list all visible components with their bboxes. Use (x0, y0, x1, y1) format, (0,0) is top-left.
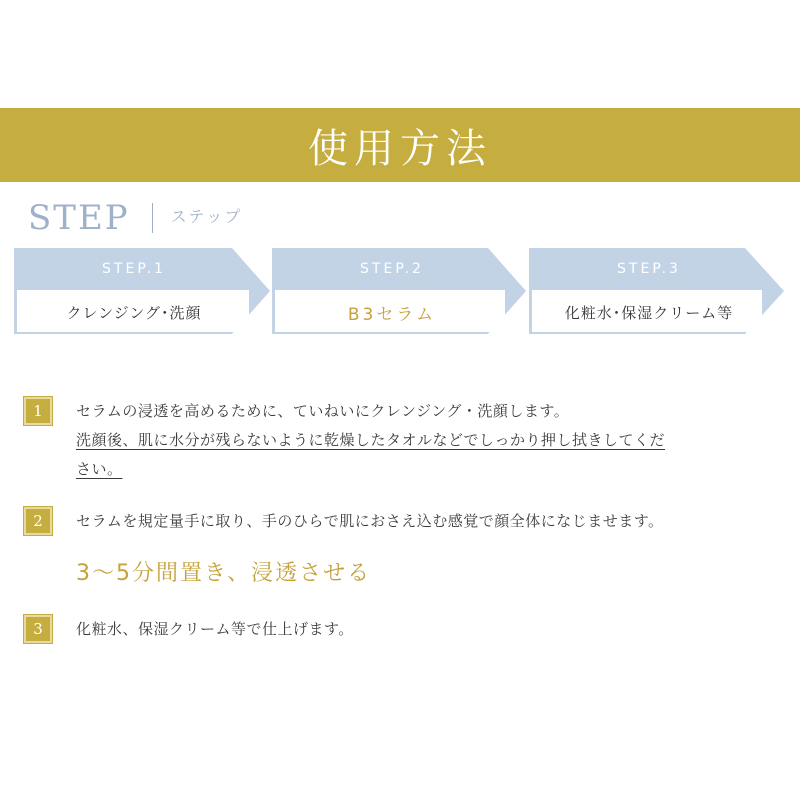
number-badge: 3 (24, 615, 52, 643)
step-2 (272, 248, 512, 334)
instruction-1-body (76, 397, 776, 484)
instruction-3-body (76, 615, 776, 644)
instruction-text: セラムを規定量手に取り、手のひらで肌におさえ込む感覚で顔全体になじませます。 (76, 512, 664, 530)
step-3-label: STEP.3 (617, 261, 681, 277)
step-3-text: 化粧水･保湿クリーム等 (564, 303, 734, 322)
instruction-text: セラムの浸透を高めるために、ていねいにクレンジング・洗顔します。 (76, 402, 570, 420)
instruction-3 (24, 615, 776, 644)
page-title: 使用方法 (308, 125, 492, 172)
instruction-text: 洗顔後、肌に水分が残らないように乾燥したタオルなどでしっかり押し拭きしてくだ (76, 431, 666, 449)
step-heading-divider (152, 203, 153, 233)
step-heading-en: STEP (28, 198, 130, 238)
step-heading (28, 196, 242, 240)
instruction-text: 化粧水、保湿クリーム等で仕上げます。 (76, 620, 354, 638)
step-heading-ja: ステップ (170, 206, 243, 226)
step-1-text: クレンジング･洗顔 (66, 303, 202, 322)
title-band (0, 108, 800, 182)
instruction-text: さい。 (76, 460, 123, 478)
number-badge: 1 (24, 397, 52, 425)
instruction-2-body (76, 507, 776, 536)
instruction-1 (24, 397, 776, 484)
step-1 (14, 248, 254, 334)
wait-highlight: 3〜5分間置き、浸透させる (76, 561, 372, 586)
step-2-text: B3セラム (347, 304, 437, 325)
instruction-2 (24, 507, 776, 536)
step-1-label: STEP.1 (102, 261, 166, 277)
step-3 (529, 248, 769, 334)
number-badge: 2 (24, 507, 52, 535)
step-2-label: STEP.2 (360, 261, 424, 277)
